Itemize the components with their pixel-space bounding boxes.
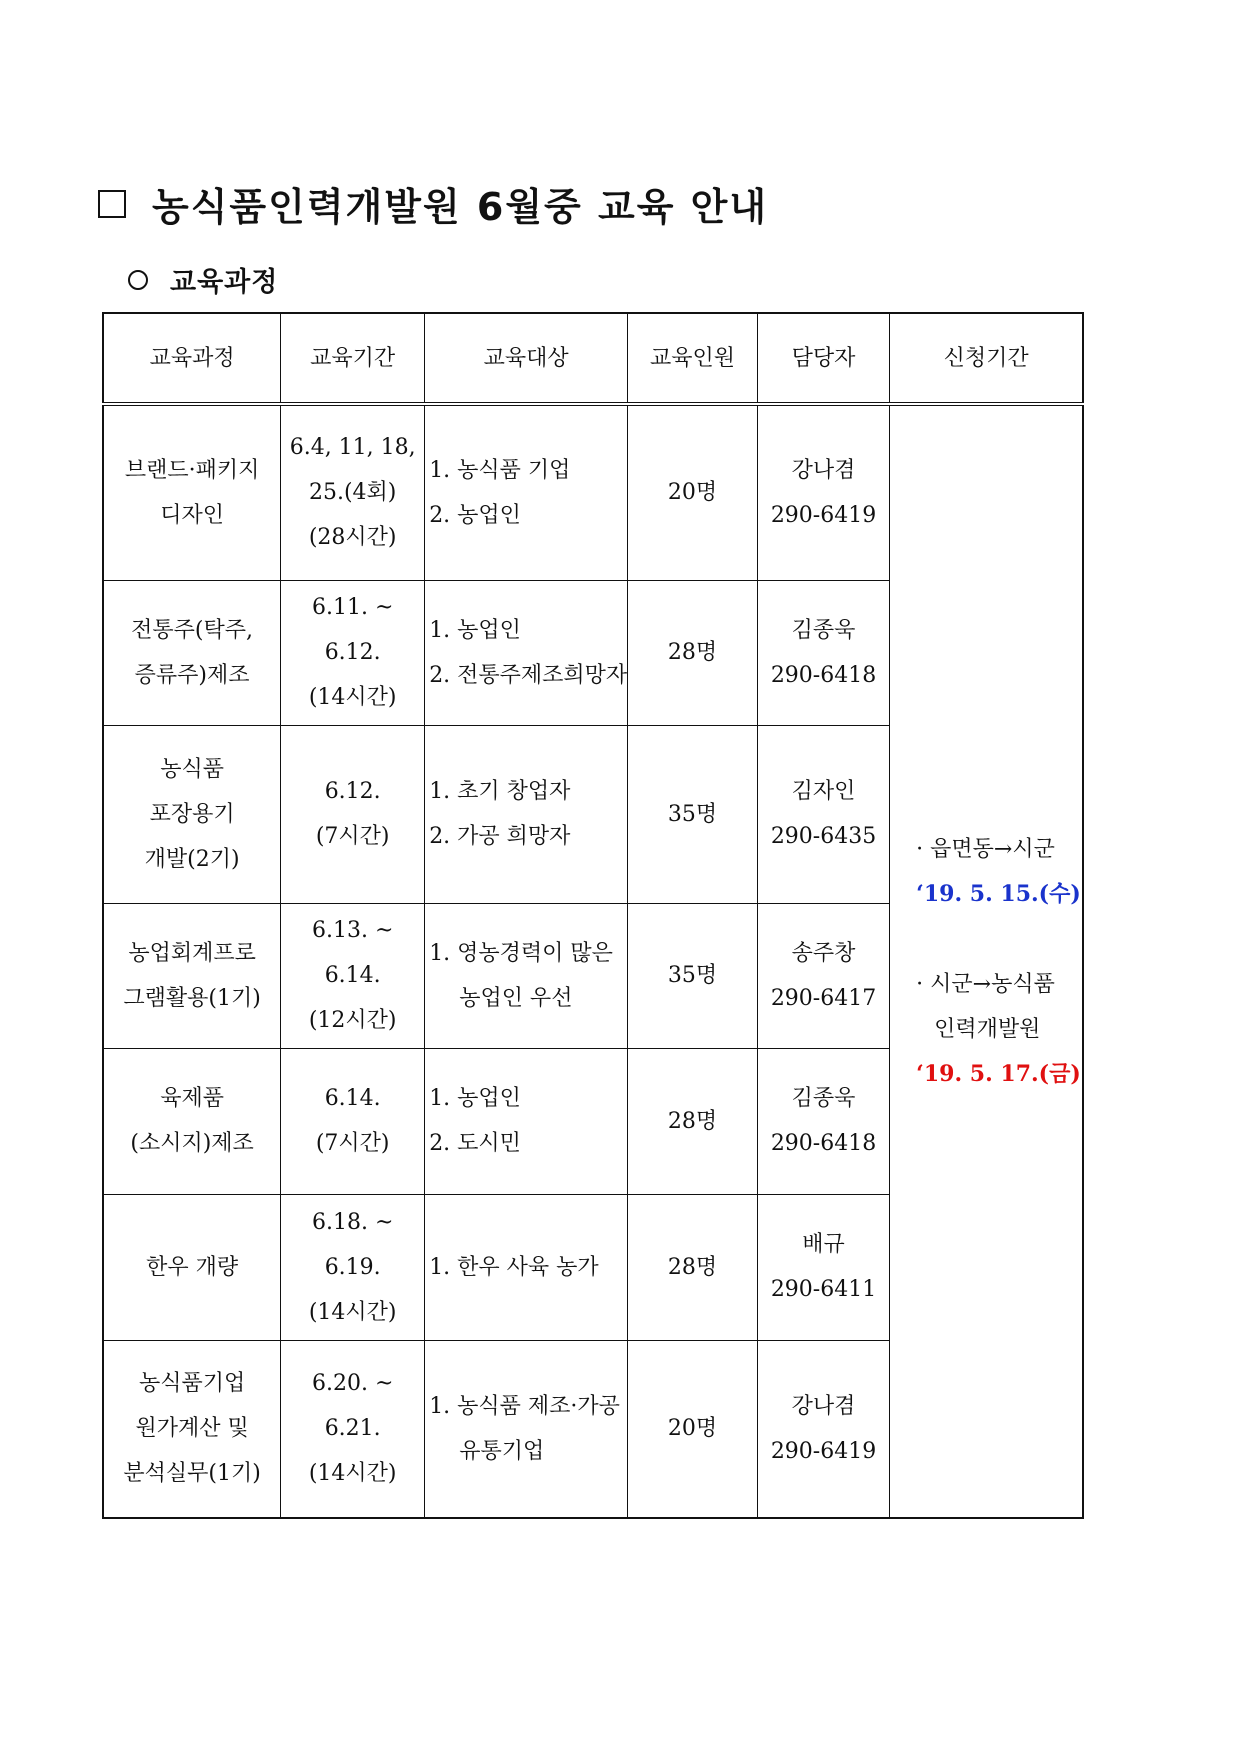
period-cell: 6.4, 11, 18, 25.(4회) (28시간) <box>281 404 425 580</box>
contact-cell: 배규 290-6411 <box>757 1194 889 1340</box>
count-cell: 20명 <box>628 1340 758 1518</box>
course-cell: 농식품기업 원가계산 및 분석실무(1기) <box>103 1340 281 1518</box>
period-cell: 6.11. ~ 6.12. (14시간) <box>281 580 425 725</box>
contact-cell: 강나겸 290-6419 <box>757 404 889 580</box>
period-cell: 6.18. ~ 6.19. (14시간) <box>281 1194 425 1340</box>
course-cell: 농업회계프로 그램활용(1기) <box>103 903 281 1048</box>
header-target: 교육대상 <box>425 313 628 404</box>
target-cell: 1. 초기 창업자 2. 가공 희망자 <box>425 725 628 903</box>
count-cell: 20명 <box>628 404 758 580</box>
contact-cell: 강나겸 290-6419 <box>757 1340 889 1518</box>
section-heading <box>128 260 278 299</box>
circle-bullet-icon <box>128 270 148 290</box>
target-cell: 1. 영농경력이 많은 농업인 우선 <box>425 903 628 1048</box>
checkbox-square-icon <box>98 190 126 218</box>
application-period-cell <box>890 404 1083 1518</box>
target-cell: 1. 농식품 제조·가공 유통기업 <box>425 1340 628 1518</box>
table-body <box>103 404 1083 1518</box>
count-cell: 28명 <box>628 580 758 725</box>
table-header-row <box>103 313 1083 404</box>
count-cell: 28명 <box>628 1048 758 1194</box>
count-cell: 28명 <box>628 1194 758 1340</box>
course-cell: 한우 개량 <box>103 1194 281 1340</box>
table-row <box>103 404 1083 580</box>
header-contact: 담당자 <box>757 313 889 404</box>
header-course: 교육과정 <box>103 313 281 404</box>
period-cell: 6.20. ~ 6.21. (14시간) <box>281 1340 425 1518</box>
application-step1-date: ‘19. 5. 15.(수) <box>916 880 1081 907</box>
page-title <box>98 176 768 231</box>
title-text: 농식품인력개발원 6월중 교육 안내 <box>152 185 769 229</box>
course-cell: 전통주(탁주, 증류주)제조 <box>103 580 281 725</box>
section-heading-text: 교육과정 <box>170 267 279 298</box>
application-step2-date: ‘19. 5. 17.(금) <box>916 1060 1081 1087</box>
contact-cell: 김종욱 290-6418 <box>757 1048 889 1194</box>
header-application: 신청기간 <box>890 313 1083 404</box>
target-cell: 1. 농업인 2. 전통주제조희망자 <box>425 580 628 725</box>
contact-cell: 김자인 290-6435 <box>757 725 889 903</box>
header-period: 교육기간 <box>281 313 425 404</box>
period-cell: 6.12. (7시간) <box>281 725 425 903</box>
course-cell: 육제품 (소시지)제조 <box>103 1048 281 1194</box>
contact-cell: 송주창 290-6417 <box>757 903 889 1048</box>
application-step1-label: · 읍면동→시군 <box>916 836 1055 862</box>
course-cell: 브랜드·패키지 디자인 <box>103 404 281 580</box>
target-cell: 1. 농업인 2. 도시민 <box>425 1048 628 1194</box>
application-step2-label: · 시군→농식품 <box>916 971 1055 997</box>
contact-cell: 김종욱 290-6418 <box>757 580 889 725</box>
course-table <box>102 312 1084 1519</box>
target-cell: 1. 한우 사육 농가 <box>425 1194 628 1340</box>
header-count: 교육인원 <box>628 313 758 404</box>
application-step2-label-cont: 인력개발원 <box>934 1016 1041 1042</box>
course-cell: 농식품 포장용기 개발(2기) <box>103 725 281 903</box>
period-cell: 6.14. (7시간) <box>281 1048 425 1194</box>
count-cell: 35명 <box>628 903 758 1048</box>
target-cell: 1. 농식품 기업 2. 농업인 <box>425 404 628 580</box>
period-cell: 6.13. ~ 6.14. (12시간) <box>281 903 425 1048</box>
count-cell: 35명 <box>628 725 758 903</box>
